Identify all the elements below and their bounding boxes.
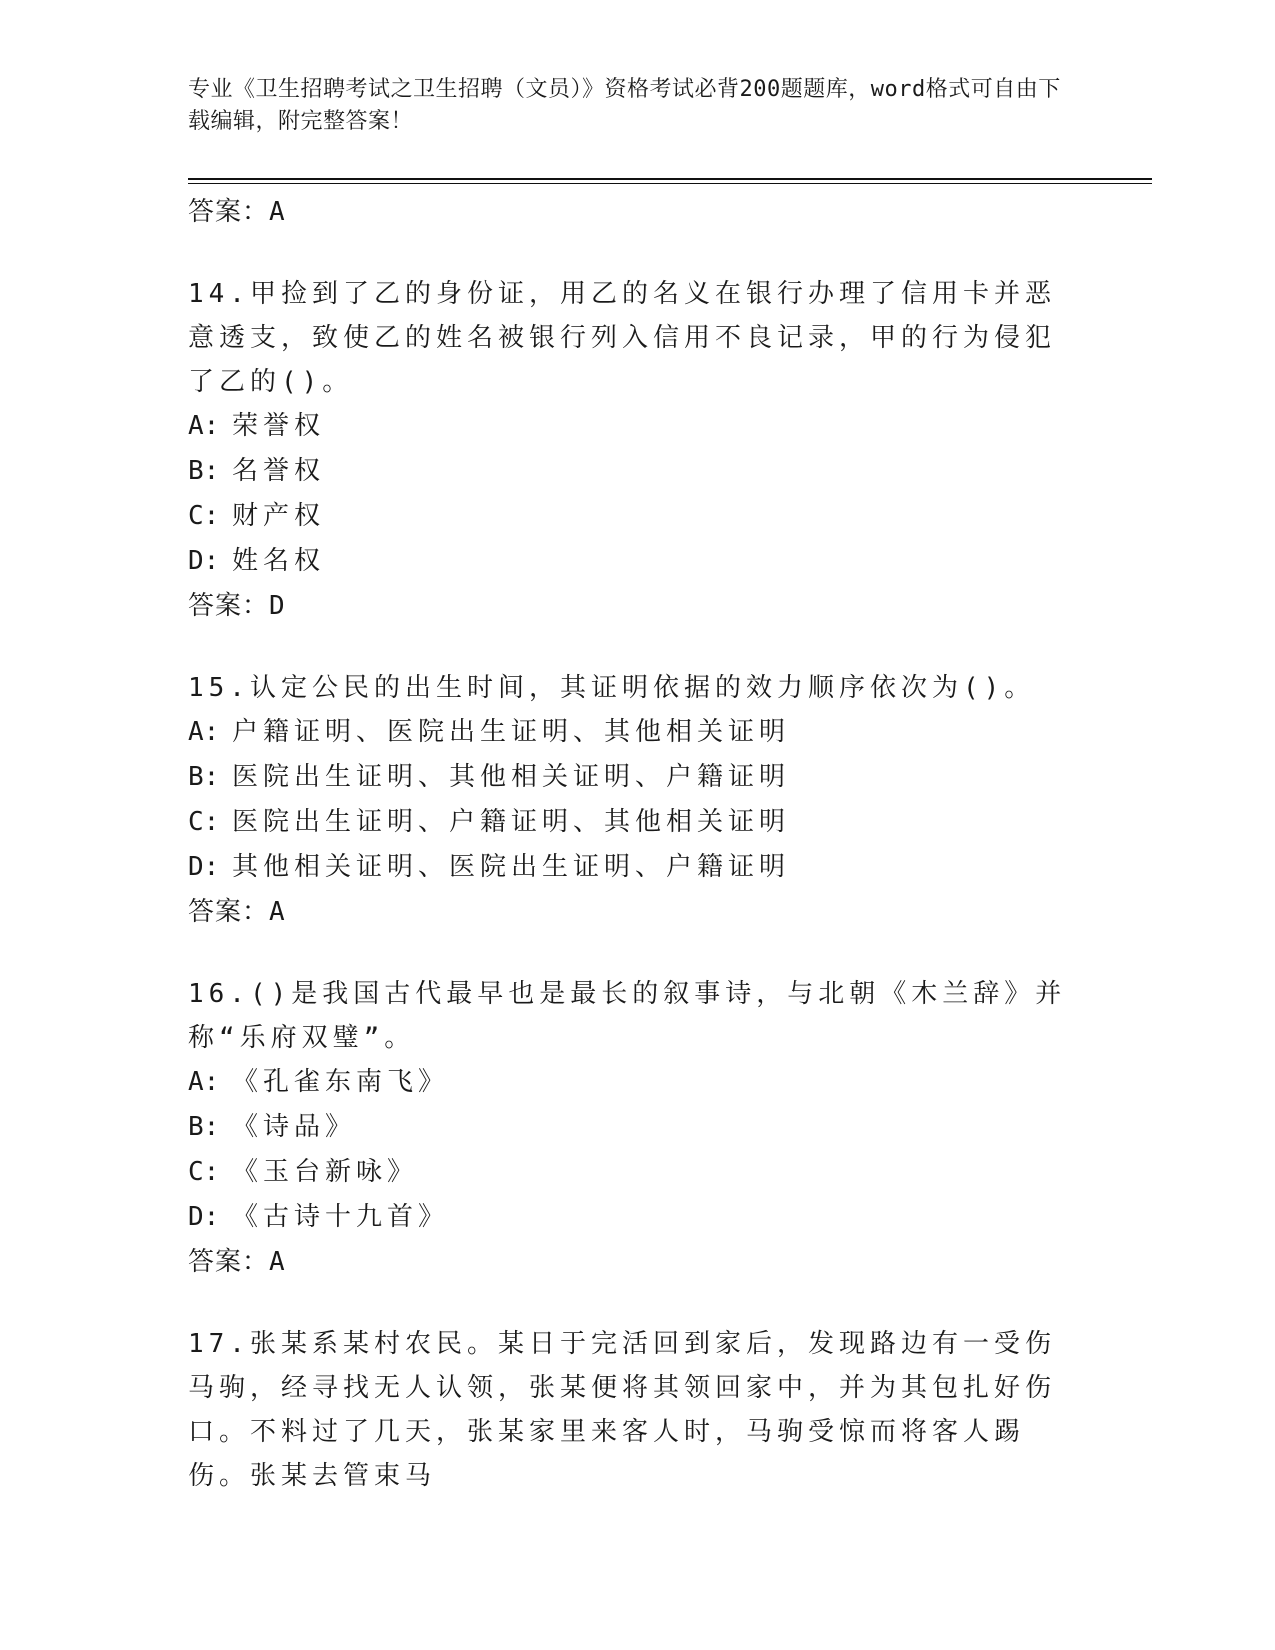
document-header: 专业《卫生招聘考试之卫生招聘（文员）》资格考试必背200题题库，word格式可自由下载编辑，附完整答案！	[188, 77, 1061, 134]
option-a: A: 荣誉权	[188, 411, 326, 441]
question-14	[188, 272, 1088, 628]
answer-value: A	[269, 197, 286, 227]
question-text: 14.甲捡到了乙的身份证，用乙的名义在银行办理了信用卡并恶意透支，致使乙的姓名被银行列入信用不良记录，甲的行为侵犯了乙的()。	[188, 279, 1057, 397]
option-a: A: 《孔雀东南飞》	[188, 1067, 450, 1097]
option-c: C: 《玉台新咏》	[188, 1157, 419, 1187]
spacer	[188, 234, 1088, 272]
answer-line	[188, 584, 1088, 628]
option-b: B: 《诗品》	[188, 1112, 357, 1142]
question-text: 17.张某系某村农民。某日于完活回到家后，发现路边有一受伤马驹，经寻找无人认领，张某便将其领回家中，并为其包扎好伤口。不料过了几天，张某家里来客人时，马驹受惊而将客人踢伤。张某去管束马	[188, 1329, 1057, 1491]
question-text: 15.认定公民的出生时间，其证明依据的效力顺序依次为()。	[188, 673, 1036, 703]
answer-value: A	[269, 1247, 286, 1277]
option-c: C: 财产权	[188, 501, 326, 531]
option-c: C: 医院出生证明、户籍证明、其他相关证明	[188, 807, 791, 837]
option-d: D: 其他相关证明、医院出生证明、户籍证明	[188, 852, 791, 882]
question-17	[188, 1322, 1088, 1498]
answer-label: 答案：	[188, 897, 270, 927]
question-16	[188, 972, 1088, 1284]
option-d: D: 《古诗十九首》	[188, 1202, 450, 1232]
spacer	[188, 628, 1088, 666]
answer-value: A	[269, 897, 286, 927]
header-divider-thin	[188, 183, 1152, 184]
question-text: 16.()是我国古代最早也是最长的叙事诗，与北朝《木兰辞》并称“乐府双璧”。	[188, 979, 1067, 1053]
spacer	[188, 1284, 1088, 1322]
answer-label: 答案：	[188, 197, 270, 227]
option-a: A: 户籍证明、医院出生证明、其他相关证明	[188, 717, 791, 747]
question-list	[188, 190, 1088, 1498]
header-divider	[188, 178, 1152, 180]
answer-line	[188, 190, 1088, 234]
option-b: B: 医院出生证明、其他相关证明、户籍证明	[188, 762, 791, 792]
question-15	[188, 666, 1088, 934]
answer-label: 答案：	[188, 591, 270, 621]
spacer	[188, 934, 1088, 972]
option-d: D: 姓名权	[188, 546, 326, 576]
answer-value: D	[269, 591, 286, 621]
answer-line	[188, 1240, 1088, 1284]
answer-label: 答案：	[188, 1247, 270, 1277]
answer-line	[188, 890, 1088, 934]
option-b: B: 名誉权	[188, 456, 326, 486]
